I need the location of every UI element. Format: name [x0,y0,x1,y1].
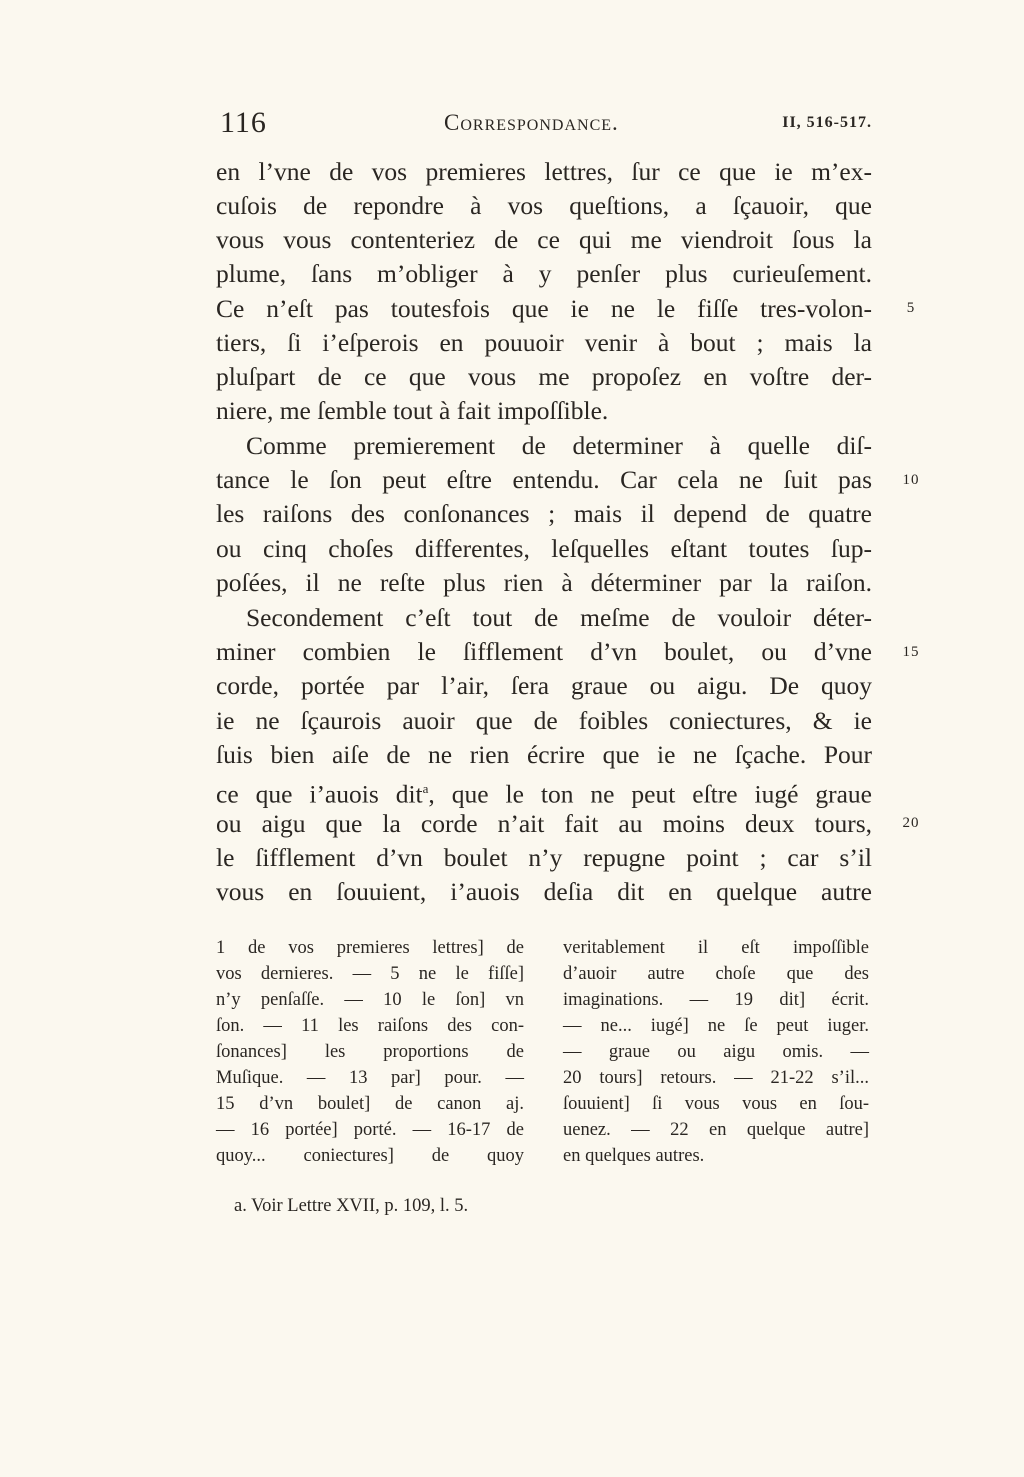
text-line [216,772,873,809]
reference-footnote: a. Voir Lettre XVII, p. 109, l. 5. [234,1196,469,1216]
critical-notes-left [216,935,524,1169]
line-number: 5 [906,300,916,316]
line-number: 10 [902,472,920,488]
text-line: cuſois de repondre à vos queſtions, a ſçauoir, que [216,191,872,220]
note-line: Muſique. — 13 par] pour. — [216,1068,524,1088]
footnote-marker: a [422,781,429,796]
critical-notes-right [563,935,869,1169]
note-line: quoy... coniectures] de quoy [216,1146,524,1166]
note-line: veritablement il eſt impoſſible [563,938,869,958]
text-line: ſuis bien aiſe de ne rien écrire que ie ne ſçache. Pour [216,740,872,769]
running-title: Correspondance. [444,110,619,135]
text-fragment: , que le ton ne peut eſtre iugé graue [428,779,873,809]
text-line: vous en ſouuient, i’auois deſia dit en quelque autre [216,877,872,906]
note-line: en quelques autres. [563,1146,705,1166]
note-line: 15 d’vn boulet] de canon aj. [216,1094,524,1114]
text-line: tiers, ſi i’eſperois en pouuoir venir à bout ; mais la [216,328,872,357]
note-line: n’y penſaſſe. — 10 le ſon] vn [216,990,524,1010]
text-line: tance le ſon peut eſtre entendu. Car cela ne ſuit pas [216,465,872,494]
text-line: vous vous contenteriez de ce qui me viendroit ſous la [216,225,872,254]
text-line: Secondement c’eſt tout de meſme de vouloir déter- [246,603,872,632]
note-line: — ne... iugé] ne ſe peut iuger. [563,1016,869,1036]
line-number: 15 [902,644,920,660]
text-fragment: ce que i’auois dit [216,779,423,809]
note-line: 20 tours] retours. — 21-22 s’il... [563,1068,869,1088]
note-line: 1 de vos premieres lettres] de [216,938,524,958]
note-line: ſon. — 11 les raiſons des con- [216,1016,524,1036]
note-line: ſouuient] ſi vous vous en ſou- [563,1094,869,1114]
text-line: Ce n’eſt pas toutesfois que ie ne le fiſſe tres-volon- [216,294,872,323]
text-line: corde, portée par l’air, ſera graue ou aigu. De quoy [216,671,872,700]
note-line: — 16 portée] porté. — 16-17 de [216,1120,524,1140]
note-line: uenez. — 22 en quelque autre] [563,1120,869,1140]
line-number: 20 [902,815,920,831]
text-line: ie ne ſçaurois auoir que de foibles coniectures, & ie [216,706,872,735]
folio-reference: II, 516-517. [782,114,872,131]
note-line: vos dernieres. — 5 ne le fiſſe] [216,964,524,984]
note-line: — graue ou aigu omis. — [563,1042,869,1062]
text-line: pluſpart de ce que vous me propoſez en voſtre der- [216,362,872,391]
text-line: le ſifflement d’vn boulet n’y repugne point ; car s’il [216,843,872,872]
text-line: niere, me ſemble tout à fait impoſſible. [216,396,609,425]
note-line: d’auoir autre choſe que des [563,964,869,984]
text-line: plume, ſans m’obliger à y penſer plus curieuſement. [216,259,872,288]
text-line: les raiſons des conſonances ; mais il depend de quatre [216,499,872,528]
note-line: ſonances] les proportions de [216,1042,524,1062]
page-header [216,106,872,142]
text-line: poſées, il ne reſte plus rien à déterminer par la raiſon. [216,568,872,597]
text-line: miner combien le ſifflement d’vn boulet, ou d’vne [216,637,872,666]
text-line: Comme premierement de determiner à quelle diſ- [246,431,872,460]
text-line: ou aigu que la corde n’ait fait au moins deux tours, [216,809,872,838]
note-line: imaginations. — 19 dit] écrit. [563,990,869,1010]
page-number: 116 [220,106,267,139]
text-line: en l’vne de vos premieres lettres, ſur ce que ie m’ex- [216,157,872,186]
text-line: ou cinq choſes differentes, leſquelles eſtant toutes ſup- [216,534,872,563]
